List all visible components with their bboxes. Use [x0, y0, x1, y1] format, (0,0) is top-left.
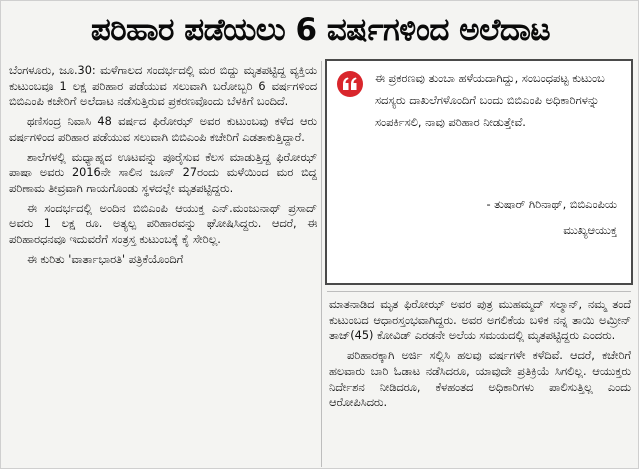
paragraph: ಮಾತನಾಡಿದ ಮೃತ ಫಿರೋಝ್ ಅವರ ಪುತ್ರ ಮುಹಮ್ಮದ್ ಸಲ್ಮಾನ್, ನಮ್ಮ ತಂದೆ ಕುಟುಂಬದ ಆಧಾರಸ್ತಂಭವಾಗಿದ್ದರು. ಅವರ ಅಗಲಿಕೆಯ ಬಳಿಕ ನನ್ನ ತಾಯಿ ಅಮ್ರೀನ್ ತಾಜ್(45) ಕೋವಿಡ್ ಎರಡನೇ ಅಲೆಯ ಸಮಯದಲ್ಲಿ ಮೃತಪಟ್ಟಿದ್ದರು ಎಂದರು.: [329, 298, 631, 343]
left-column: [9, 63, 317, 467]
attribution-name: - ತುಷಾರ್ ಗಿರಿನಾಥ್, ಬಿಬಿಎಂಪಿಯ: [486, 197, 617, 211]
quote-attribution: [377, 191, 617, 243]
quote-text: ಈ ಪ್ರಕರಣವು ತುಂಬಾ ಹಳೆಯದಾಗಿದ್ದು, ಸಂಬಂಧಪಟ್ಟ ಕುಟುಂಬ ಸದಸ್ಯರು ದಾಖಲೆಗಳೊಂದಿಗೆ ಬಂದು ಬಿಬಿಎಂಪಿ ಅಧಿಕಾರಿಗಳನ್ನು ಸಂಪರ್ಕಿಸಲಿ, ನಾವು ಪರಿಹಾರ ನೀಡುತ್ತೇವೆ.: [375, 71, 605, 129]
column-divider: [321, 61, 322, 467]
quote-icon: [337, 71, 363, 97]
paragraph: ಈ ಸಂದರ್ಭದಲ್ಲಿ ಅಂದಿನ ಬಿಬಿಎಂಪಿ ಆಯುಕ್ತ ಎನ್.ಮಂಜುನಾಥ್ ಪ್ರಸಾದ್ ಅವರು 1 ಲಕ್ಷ ರೂ. ಅತ್ಯಲ್ಪ ಪರಿಹಾರವನ್ನು ಘೋಷಿಸಿದ್ದರು. ಆದರೆ, ಈ ಪರಿಹಾರಧನವೂ ಇದುವರೆಗೆ ಸಂತ್ರಸ್ತ ಕುಟುಂಬಕ್ಕೆ ಕೈ ಸೇರಿಲ್ಲ.: [9, 201, 317, 247]
headline: ಪರಿಹಾರ ಪಡೆಯಲು 6 ವರ್ಷಗಳಿಂದ ಅಲೆದಾಟ: [90, 11, 551, 48]
paragraph: ಬೆಂಗಳೂರು, ಜೂ.30: ಮಳೆಗಾಲದ ಸಂದರ್ಭದಲ್ಲಿ ಮರ ಬಿದ್ದು ಮೃತಪಟ್ಟಿದ್ದ ವ್ಯಕ್ತಿಯ ಕುಟುಂಬವೂ 1 ಲಕ್ಷ ಪರಿಹಾರ ಪಡೆಯುವ ಸಲುವಾಗಿ ಬರೋಬ್ಬರಿ 6 ವರ್ಷಗಳಿಂದ ಬಿಬಿಎಂಪಿ ಕಚೇರಿಗೆ ಅಲೆದಾಟ ನಡೆಸುತ್ತಿರುವ ಪ್ರಕರಣವೊಂದು ಬೆಳಕಿಗೆ ಬಂದಿದೆ.: [9, 64, 317, 109]
paragraph: ಥಣಿಸಂದ್ರ ನಿವಾಸಿ 48 ವರ್ಷದ ಫಿರೋಝ್ ಅವರ ಕುಟುಂಬವು ಕಳೆದ ಆರು ವರ್ಷಗಳಿಂದ ಪರಿಹಾರ ಪಡೆಯುವ ಸಲುವಾಗಿ ಬಿಬಿಎಂಪಿ ಕಚೇರಿಗೆ ಎಡತಾಕುತ್ತಿದ್ದಾರೆ.: [9, 115, 317, 144]
paragraph: ಪರಿಹಾರಕ್ಕಾಗಿ ಅರ್ಜಿ ಸಲ್ಲಿಸಿ ಹಲವು ವರ್ಷಗಳೇ ಕಳೆದಿವೆ. ಆದರೆ, ಕಚೇರಿಗೆ ಹಲವಾರು ಬಾರಿ ಓಡಾಟ ನಡೆಸಿದರೂ, ಯಾವುದೇ ಪ್ರತಿಕ್ರಿಯೆ ಸಿಗಲಿಲ್ಲ. ಆಯುಕ್ತರು ನಿರ್ದೇಶನ ನೀಡಿದರೂ, ಕೆಳಹಂತದ ಅಧಿಕಾರಿಗಳು ಪಾಲಿಸುತ್ತಿಲ್ಲ ಎಂದು ಆರೋಪಿಸಿದರು.: [329, 349, 631, 410]
pull-quote: [325, 59, 633, 285]
right-column: [329, 297, 631, 467]
paragraph: ಈ ಕುರಿತು 'ವಾರ್ತಾಭಾರತಿ' ಪತ್ರಿಕೆಯೊಂದಿಗೆ: [27, 252, 184, 266]
section-divider: [327, 291, 631, 292]
attribution-title: ಮುಖ್ಯಆಯುಕ್ತ: [563, 223, 617, 237]
paragraph: ಶಾಲೆಗಳಲ್ಲಿ ಮಧ್ಯಾಹ್ನದ ಊಟವನ್ನು ಪೂರೈಸುವ ಕೆಲಸ ಮಾಡುತ್ತಿದ್ದ ಫಿರೋಝ್ ಪಾಷಾ ಅವರು 2016ನೇ ಸಾಲಿನ ಜೂನ್ 27ರಂದು ಮಳೆಯಿಂದ ಮರ ಬಿದ್ದ ಪರಿಣಾಮ ತೀವ್ರವಾಗಿ ಗಾಯಗೊಂಡು ಸ್ಥಳದಲ್ಲೇ ಮೃತಪಟ್ಟಿದ್ದರು.: [9, 150, 317, 195]
